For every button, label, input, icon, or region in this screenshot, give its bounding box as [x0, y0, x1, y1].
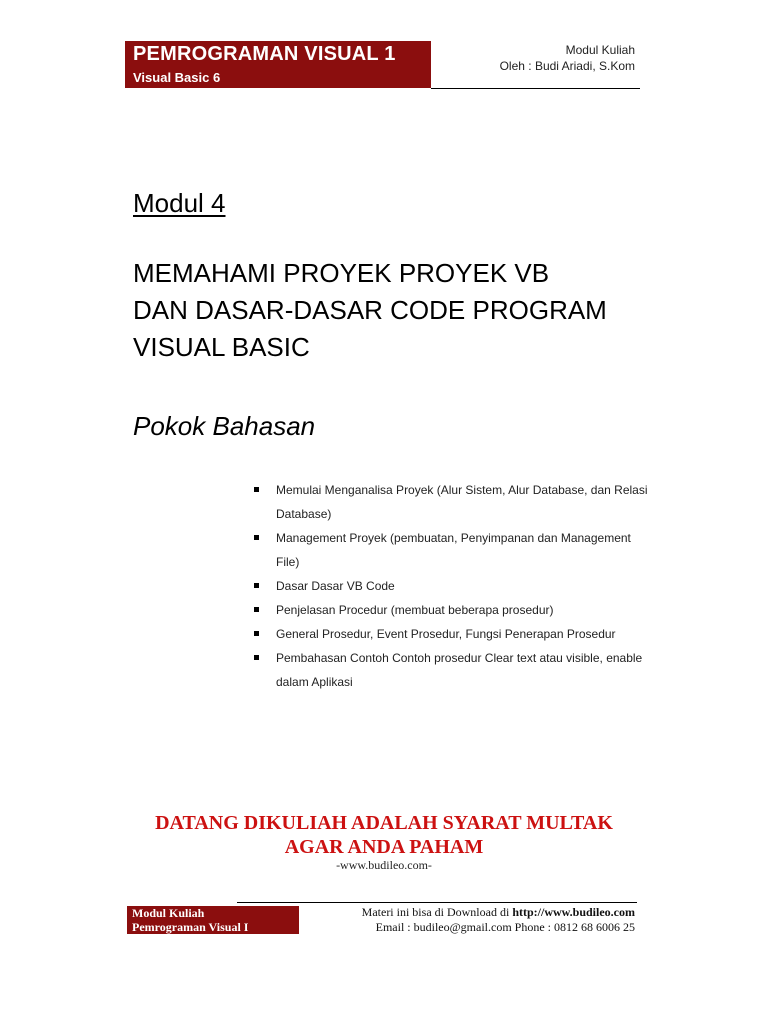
header-info: [500, 42, 635, 74]
module-title-line: MEMAHAMI PROYEK PROYEK VB: [133, 258, 550, 288]
section-title: Pokok Bahasan: [133, 411, 316, 441]
footer-box: [127, 906, 299, 934]
website-text: -www.budileo.com-: [336, 858, 432, 872]
bullet-icon: [254, 655, 259, 660]
header-title-box: [125, 41, 431, 88]
header-author: Oleh : Budi Ariadi, S.Kom: [499, 59, 635, 73]
course-title: PEMROGRAMAN VISUAL 1: [133, 43, 396, 65]
header-rule: [431, 88, 640, 89]
slogan: [0, 811, 768, 859]
module-title-line: DAN DASAR-DASAR CODE PROGRAM: [133, 295, 607, 325]
bullet-icon: [254, 607, 259, 612]
slogan-line: DATANG DIKULIAH ADALAH SYARAT MULTAK: [155, 812, 613, 834]
topic-item: [252, 478, 652, 526]
footer-contact: Email : budileo@gmail.com Phone : 0812 68 6006 25: [375, 920, 635, 934]
footer-download-line: [362, 905, 635, 920]
footer-course-label: Pemrograman Visual I: [132, 920, 249, 934]
bullet-icon: [254, 631, 259, 636]
topic-text: Pembahasan Contoh Contoh prosedur Clear text atau visible, enable dalam Aplikasi: [276, 651, 643, 689]
topic-text: Dasar Dasar VB Code: [276, 579, 395, 593]
bullet-icon: [254, 535, 259, 540]
header-module-label: Modul Kuliah: [565, 43, 635, 57]
footer-info: [362, 905, 635, 935]
bullet-icon: [254, 487, 259, 492]
slogan-line: AGAR ANDA PAHAM: [284, 836, 484, 858]
footer-download-link[interactable]: http://www.budileo.com: [512, 905, 635, 919]
topic-item: [252, 646, 652, 694]
topic-text: General Prosedur, Event Prosedur, Fungsi Penerapan Prosedur: [276, 627, 616, 641]
topic-item: [252, 526, 652, 574]
topic-item: [252, 574, 652, 598]
topic-text: Penjelasan Procedur (membuat beberapa prosedur): [276, 603, 554, 617]
module-title-line: VISUAL BASIC: [133, 332, 310, 362]
footer-rule: [237, 902, 637, 903]
topic-item: [252, 598, 652, 622]
topic-text: Memulai Menganalisa Proyek (Alur Sistem, Alur Database, dan Relasi Database): [276, 483, 648, 521]
module-number: Modul 4: [133, 188, 226, 218]
bullet-icon: [254, 583, 259, 588]
footer-module-label: Modul Kuliah: [132, 906, 205, 920]
topic-text: Management Proyek (pembuatan, Penyimpanan dan Management File): [276, 531, 631, 569]
topic-list: [252, 478, 652, 694]
footer-download-text: Materi ini bisa di Download di: [361, 905, 513, 919]
module-title: [133, 255, 693, 366]
course-subtitle: Visual Basic 6: [133, 70, 221, 85]
topic-item: [252, 622, 652, 646]
